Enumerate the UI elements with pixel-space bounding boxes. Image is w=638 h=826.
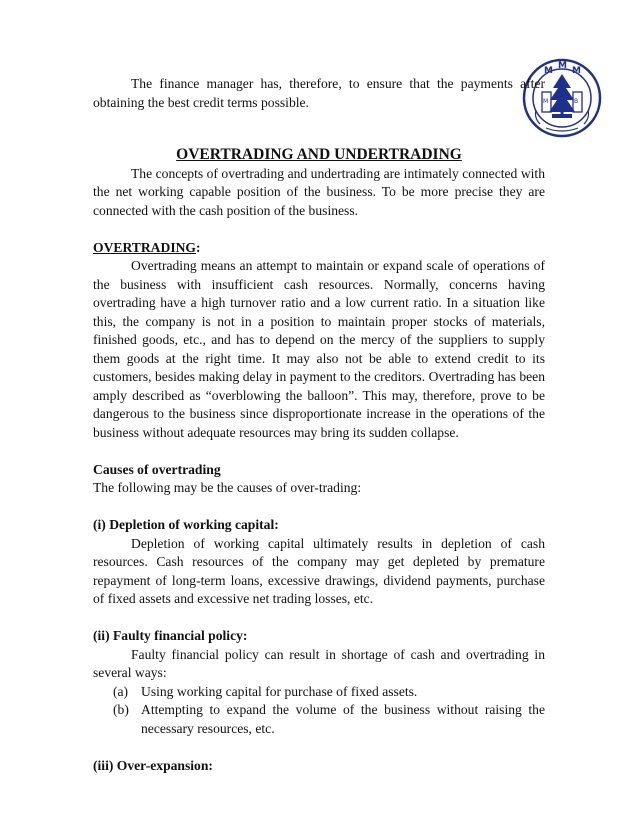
overtrading-heading-line (93, 239, 545, 258)
cause-1-heading: (i) Depletion of working capital: (93, 517, 279, 532)
overtrading-paragraph: Overtrading means an attempt to maintain or expand scale of operations of the business with insufficient cash resources. Normally, concerns having overtrading have a high turnover ratio and a low current ratio. In a situation like this, the company is not in a position to maintain proper stocks of materials, finished goods, etc., and has to depend on the mercy of the suppliers to supply them goods at the right time. It may also not be able to extend credit to its customers, besides making delay in payment to the creditors. Overtrading has been amply described as “overblowing the balloon”. This may, therefore, prove to be dangerous to the business since disproportionate increase in the operations of the business without adequate resources may bring its sudden collapse. (93, 258, 545, 440)
svg-text:M: M (544, 66, 553, 76)
cause-2-paragraph: Faulty financial policy can result in shortage of cash and overtrading in several ways: (93, 646, 545, 680)
concepts-paragraph: The concepts of overtrading and undertrading are intimately connected with the net working capable position of the business. To be more precise they are connected with the cash position of the business. (93, 165, 545, 218)
cause-3-heading: (iii) Over-expansion: (93, 757, 213, 773)
cause-2-heading: (ii) Faulty financial policy: (93, 628, 248, 643)
overtrading-heading: OVERTRADING (93, 239, 196, 255)
causes-heading: Causes of overtrading (93, 461, 221, 477)
svg-text:M: M (558, 61, 567, 71)
intro-block (93, 75, 545, 112)
cause-2-list (113, 683, 545, 739)
svg-text:M: M (572, 66, 581, 76)
main-content (93, 146, 545, 775)
intro-paragraph: The finance manager has, therefore, to ensure that the payments after obtaining the best credit terms possible. (93, 76, 545, 110)
overtrading-heading-colon: : (196, 239, 201, 255)
list-item-marker: (a) (113, 683, 129, 699)
cause-1-paragraph: Depletion of working capital ultimately results in depletion of cash resources. Cash resources of the company may get depleted by premature repayment of long-term loans, excessive drawings, dividend payments, purchase of fixed assets and excessive net trading losses, etc. (93, 535, 545, 606)
list-item (113, 701, 545, 738)
list-item (113, 683, 545, 702)
section-title: OVERTRADING AND UNDERTRADING (176, 146, 462, 163)
causes-intro: The following may be the causes of over-trading: (93, 480, 362, 495)
list-item-text: Attempting to expand the volume of the business without raising the necessary resources, etc. (141, 702, 545, 736)
svg-text:M: M (543, 98, 549, 105)
list-item-text: Using working capital for purchase of fixed assets. (141, 683, 418, 699)
svg-text:B: B (574, 98, 579, 105)
list-item-marker: (b) (113, 702, 129, 717)
